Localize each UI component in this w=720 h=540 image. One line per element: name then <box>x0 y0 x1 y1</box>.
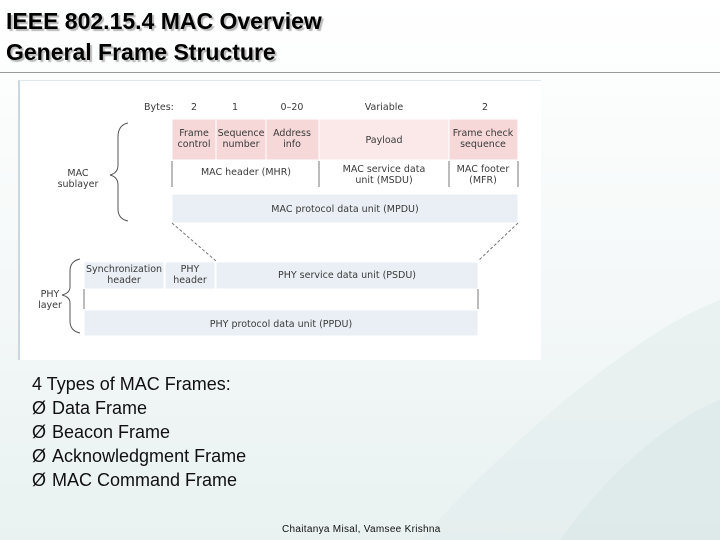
sync-header-label: header <box>107 275 141 286</box>
mac-sublayer-label: sublayer <box>57 179 99 190</box>
connector-line <box>172 223 216 261</box>
arrow-bullet-icon: Ø <box>32 446 47 466</box>
byte-count: 2 <box>481 102 489 113</box>
slide-footer: Chaitanya Misal, Vamsee Krishna <box>282 524 441 535</box>
field-label: control <box>177 139 211 150</box>
list-item <box>32 444 246 468</box>
sync-header-label: Synchronization <box>85 264 163 275</box>
ppdu-label: PHY protocol data unit (PPDU) <box>209 319 353 330</box>
field-label: Frame <box>179 128 209 139</box>
list-item <box>32 396 246 420</box>
connector-line <box>478 223 518 261</box>
mac-sublayer-label: MAC <box>67 168 89 179</box>
phy-layer-label: PHY <box>40 289 60 300</box>
field-label: number <box>222 139 260 150</box>
list-item <box>32 420 246 444</box>
msdu-label: unit (MSDU) <box>355 175 413 186</box>
list-item-label: Data Frame <box>52 398 148 418</box>
arrow-bullet-icon: Ø <box>32 470 47 490</box>
list-item-label: Beacon Frame <box>52 422 171 442</box>
frame-structure-svg <box>20 81 541 360</box>
phy-layer-brace <box>62 259 80 333</box>
mfr-label: (MFR) <box>469 175 497 186</box>
list-item-label: MAC Command Frame <box>52 470 238 490</box>
field-label: Payload <box>365 135 403 146</box>
mac-sublayer-brace <box>110 123 128 221</box>
frame-structure-diagram <box>18 80 541 360</box>
field-label: Sequence <box>217 128 265 139</box>
arrow-bullet-icon: Ø <box>32 422 47 442</box>
psdu-label: PHY service data unit (PSDU) <box>277 270 417 281</box>
field-label: sequence <box>460 139 506 150</box>
slide-subtitle: General Frame Structure <box>6 39 276 65</box>
field-label: info <box>283 139 301 150</box>
mfr-label: MAC footer <box>456 164 510 175</box>
arrow-bullet-icon: Ø <box>32 398 47 418</box>
phy-header-label: PHY <box>180 264 200 275</box>
mhr-label: MAC header (MHR) <box>200 167 292 178</box>
frame-types-list <box>32 372 246 492</box>
field-label: Frame check <box>452 128 514 139</box>
byte-count: 2 <box>190 102 198 113</box>
msdu-label: MAC service data <box>342 164 426 175</box>
byte-count: Variable <box>364 102 404 113</box>
title-divider <box>0 72 720 73</box>
phy-layer-label: layer <box>38 300 62 311</box>
mpdu-label: MAC protocol data unit (MPDU) <box>271 204 419 215</box>
byte-count: 0–20 <box>280 102 304 113</box>
byte-count: 1 <box>231 102 239 113</box>
bytes-label: Bytes: <box>144 102 174 113</box>
slide-title: IEEE 802.15.4 MAC Overview <box>6 8 322 34</box>
list-heading: 4 Types of MAC Frames: <box>32 374 231 394</box>
list-item <box>32 468 246 492</box>
field-label: Address <box>273 128 311 139</box>
phy-header-label: header <box>173 275 207 286</box>
list-item-label: Acknowledgment Frame <box>52 446 247 466</box>
